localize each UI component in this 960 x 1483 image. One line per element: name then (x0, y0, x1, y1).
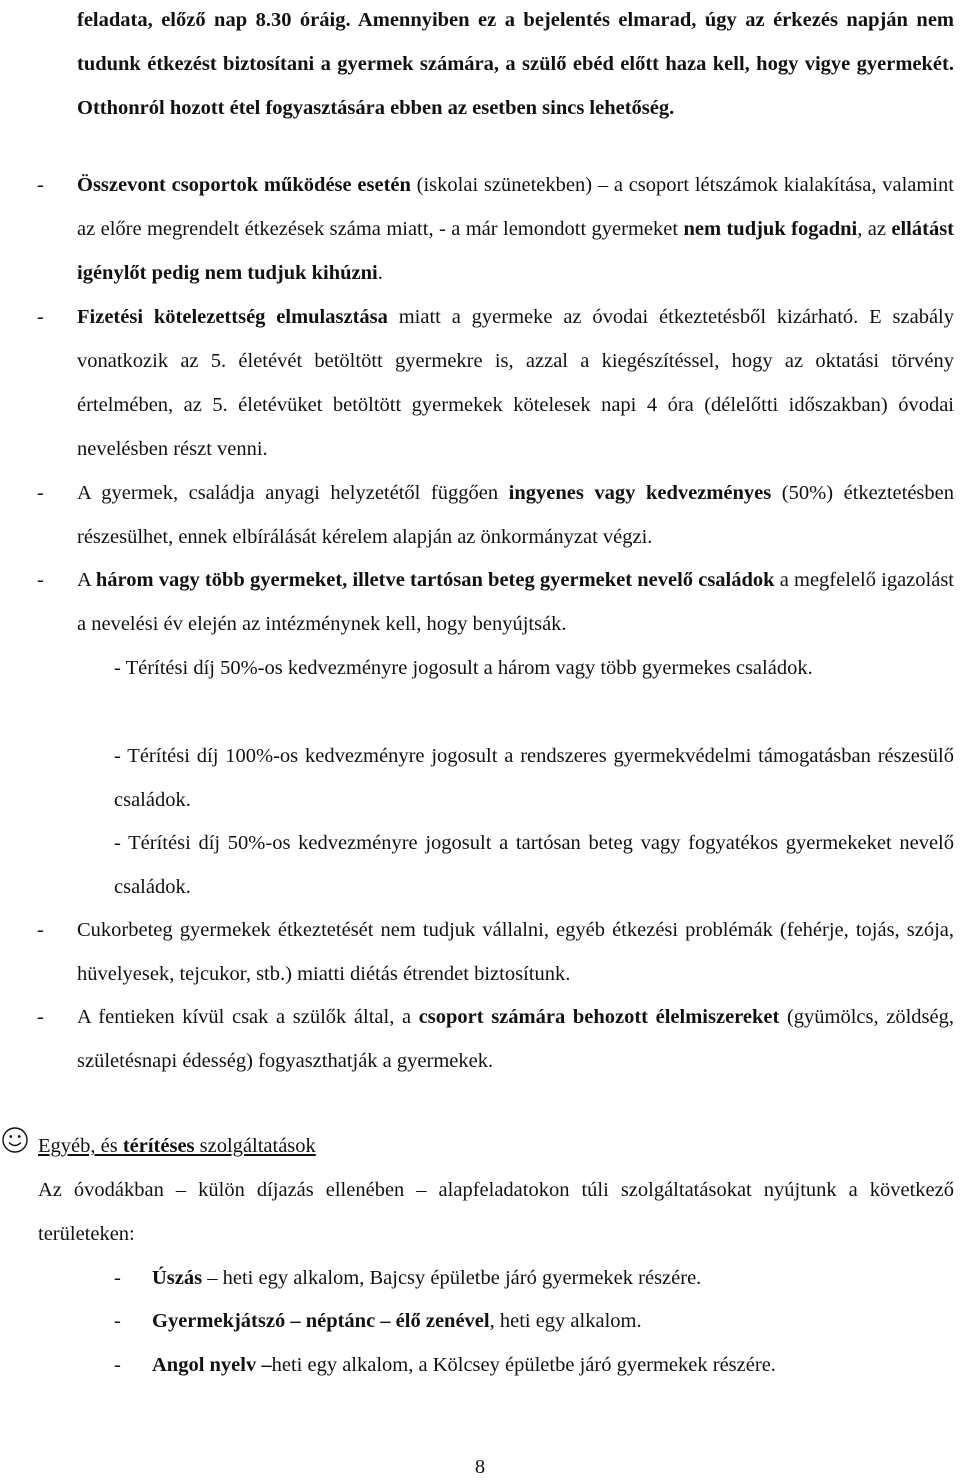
bold-run: csoport számára behozott élelmiszereket (418, 1006, 780, 1028)
text-run: - Térítési díj 50%-os kedvezményre jogosult a három vagy több gyermekes családok. (114, 657, 813, 679)
service-item-neptanc (152, 1299, 642, 1343)
text-run: szolgáltatások (194, 1135, 316, 1157)
text-run: , az (857, 218, 892, 240)
text-run: – heti egy alkalom, Bajcsy épületbe járó gyermekek részére. (202, 1267, 702, 1289)
list-dash: - (114, 1354, 121, 1376)
list-item-ingyenes (77, 471, 954, 559)
list-dash: - (114, 1310, 121, 1332)
text-run: . (377, 262, 383, 284)
service-item-uszas (152, 1256, 701, 1300)
text-run: - Térítési díj 50%-os kedvezményre jogosult a tartósan beteg vagy fogyatékos gyermekeket nevelő családok. (114, 832, 954, 898)
text-run: miatt a gyermeke az óvodai étkeztetésből kizárható. E szabály vonatkozik az 5. életévét betöltött gyermekre is, azzal a kiegészítéssel, hogy az oktatási törvény értelmében, az 5. életévüket betöltött gyermekek kötelesek napi 4 óra (délelőtti időszakban) óvodai nevelésben részt venni. (77, 306, 954, 460)
sub-item-50-tartosan (114, 821, 954, 909)
list-item-fizetesi (77, 295, 954, 471)
list-dash: - (37, 482, 44, 504)
bold-run: Fizetési kötelezettség elmulasztása (77, 306, 388, 328)
sub-item-100-rendszeres (114, 734, 954, 822)
bold-run: nem tudjuk fogadni (683, 218, 858, 240)
bold-run: három vagy több gyermeket, illetve tartósan beteg gyermeket nevelő családok (95, 569, 775, 591)
intro-text: feladata, előző nap 8.30 óráig. Amennyiben ez a bejelentés elmarad, úgy az érkezés napján nem tudunk étkezést biztosítani a gyermek számára, a szülő ebéd előtt haza kell, hogy vigye gyermekét. Otthonról hozott étel fogyasztására ebben az esetben sincs lehetőség. (77, 9, 954, 119)
list-item-behozott (77, 995, 954, 1083)
text-run: (gyümölcs, zöldség, születésnapi édesség) fogyaszthatják a gyermekek. (77, 1006, 955, 1072)
list-dash: - (37, 919, 44, 941)
list-dash: - (37, 174, 44, 196)
section-title (38, 1124, 316, 1168)
list-item-cukorbeteg (77, 908, 954, 996)
bold-run: ingyenes vagy kedvezményes (508, 482, 772, 504)
list-dash: - (37, 569, 44, 591)
bold-run: ellátást igénylőt pedig nem tudjuk kihúzni (77, 218, 954, 284)
sub-item-50-harom (114, 646, 954, 690)
list-dash: - (37, 306, 44, 328)
list-dash: - (114, 1267, 121, 1289)
bold-run: Angol nyelv – (152, 1354, 272, 1376)
text-run: Egyéb, és (38, 1135, 123, 1157)
page-number: 8 (474, 1456, 486, 1478)
text-run: A (77, 569, 96, 591)
list-item-osszevont (77, 163, 954, 295)
list-dash: - (37, 1006, 44, 1028)
intro-paragraph (77, 0, 954, 130)
bold-run: Úszás (152, 1267, 203, 1289)
bold-run: Összevont csoportok működése esetén (77, 174, 411, 196)
bold-run: Gyermekjátszó – néptánc – élő zenével (152, 1310, 490, 1332)
text-run: (iskolai szünetekben) – a csoport létszámok kialakítása, valamint az előre megrendelt étkezések száma miatt, - a már lemondott gyermeket (77, 174, 954, 240)
text-run: Az óvodákban – külön díjazás ellenében – alapfeladatokon túli szolgáltatásokat nyújtunk a következő területeken: (38, 1179, 954, 1245)
text-run: heti egy alkalom, a Kölcsey épületbe járó gyermekek részére. (271, 1354, 776, 1376)
bold-run: térítéses (122, 1135, 195, 1157)
service-item-angol (152, 1343, 776, 1387)
text-run: - Térítési díj 100%-os kedvezményre jogosult a rendszeres gyermekvédelmi támogatásban részesülő családok. (114, 745, 954, 811)
text-run: , heti egy alkalom. (489, 1310, 642, 1332)
text-run: A gyermek, családja anyagi helyzetétől függően (77, 482, 509, 504)
list-item-harom-gyermek (77, 558, 954, 646)
section-body (38, 1168, 954, 1256)
text-run: (50%) étkeztetésben részesülhet, ennek elbírálását kérelem alapján az önkormányzat végzi. (77, 482, 955, 548)
text-run: A fentieken kívül csak a szülők által, a (77, 1006, 419, 1028)
text-run: Cukorbeteg gyermekek étkeztetését nem tudjuk vállalni, egyéb étkezési problémák (fehérje, tojás, szója, hüvelyesek, tejcukor, stb.) miatti diétás étrendet biztosítunk. (77, 919, 954, 985)
smiley-icon (0, 1125, 30, 1155)
text-run: a megfelelő igazolást a nevelési év elején az intézménynek kell, hogy benyújtsák. (77, 569, 954, 635)
